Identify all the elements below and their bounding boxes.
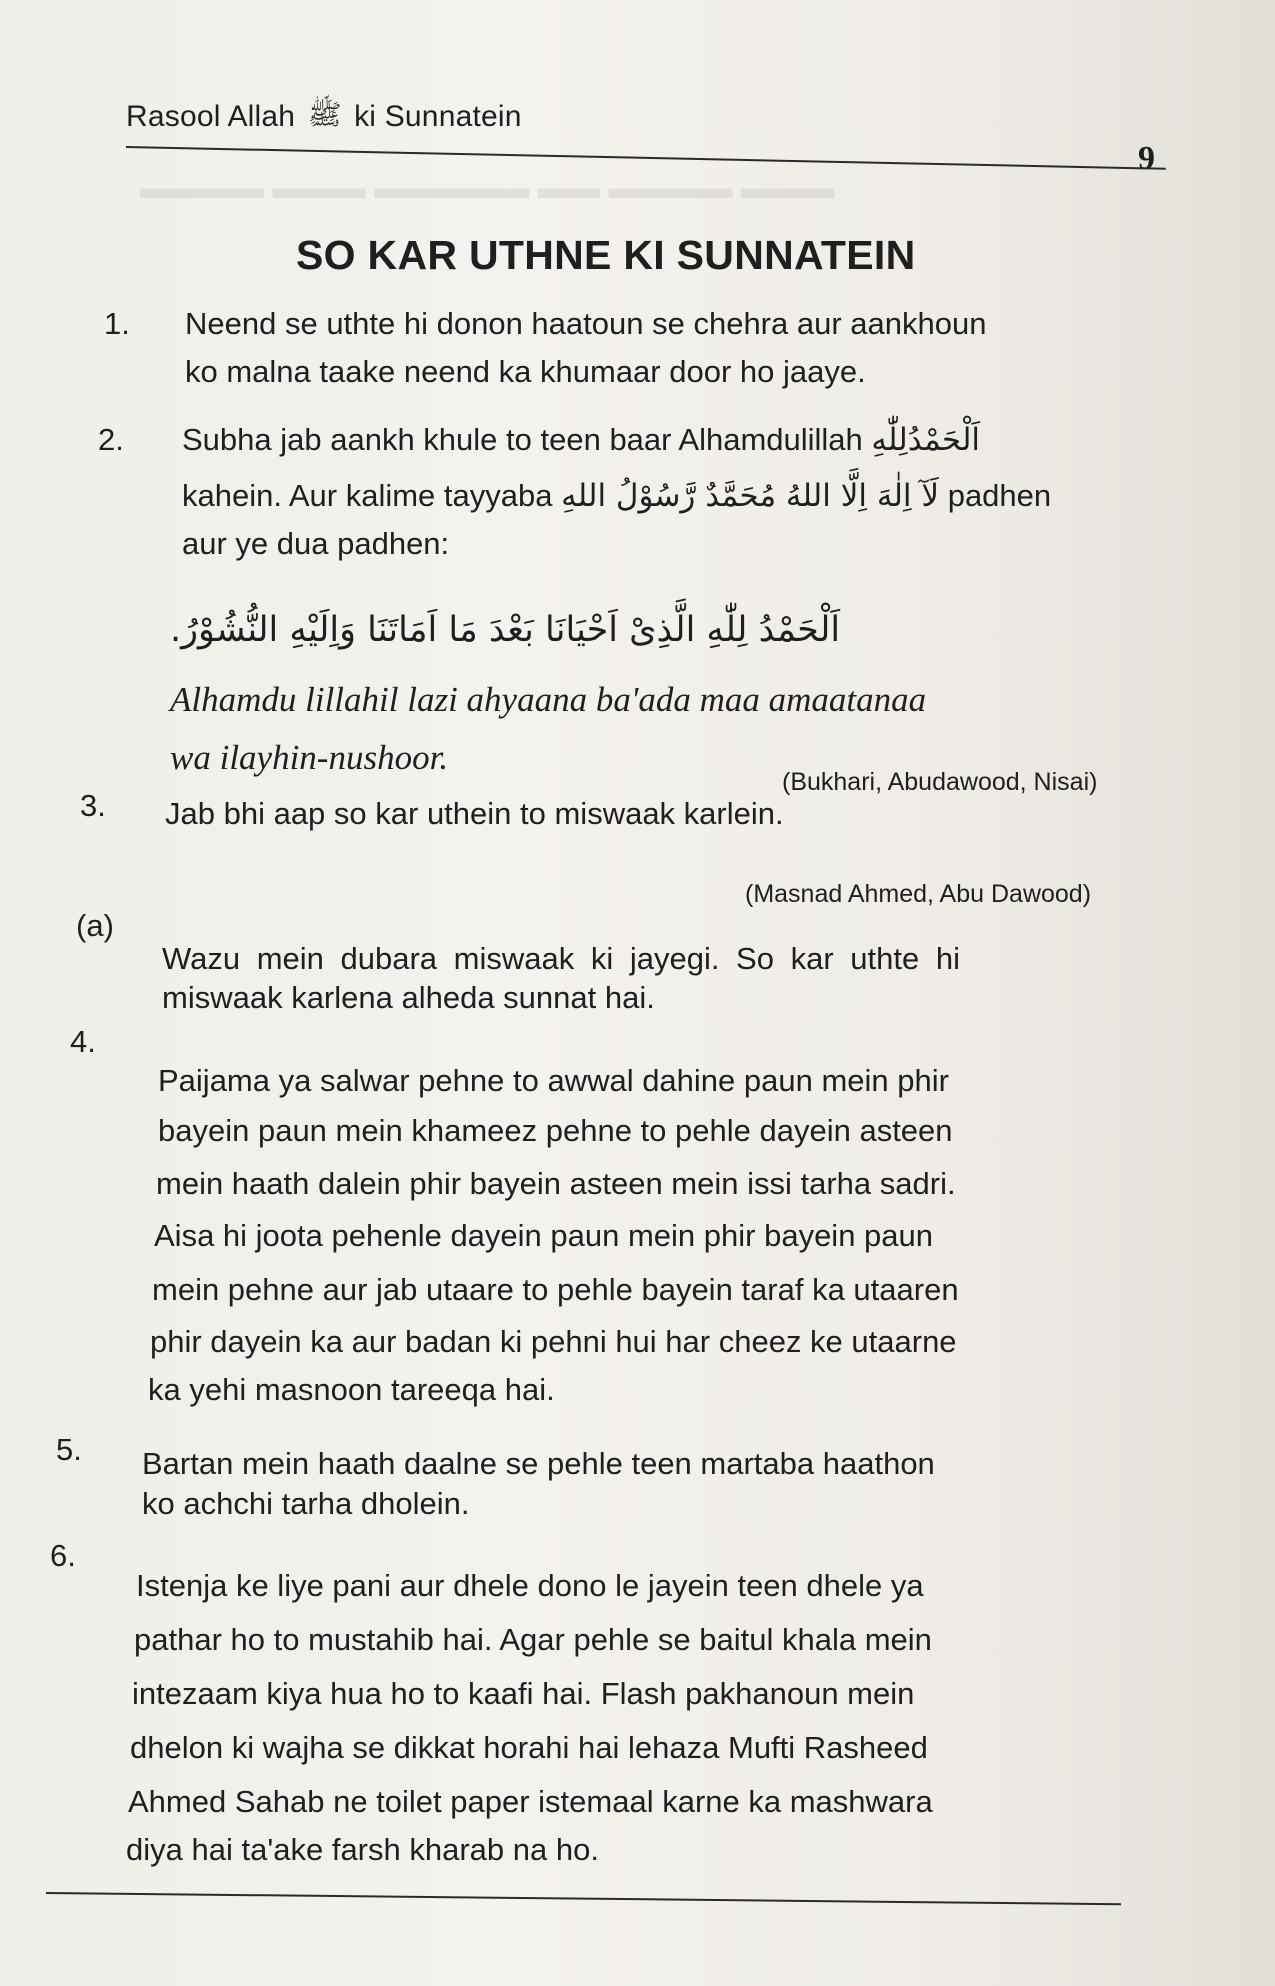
item-number-6: 6. xyxy=(50,1538,76,1573)
header-title-right: ki Sunnatein xyxy=(354,99,522,133)
item-6-line-1: Istenja ke liye pani aur dhele dono le jayein teen dhele ya xyxy=(136,1568,924,1603)
item-2-line-1-text: Subha jab aankh khule to teen baar Alhamdulillah xyxy=(182,422,863,457)
citation-masnad-ahmed: (Masnad Ahmed, Abu Dawood) xyxy=(745,880,1092,908)
transliteration-line-1: Alhamdu lillahil lazi ahyaana ba'ada maa amaatanaa xyxy=(170,680,927,719)
transliteration-line-2: wa ilayhin-nushoor. xyxy=(170,738,449,777)
item-number-3: 3. xyxy=(80,788,106,823)
item-4-line-7: ka yehi masnoon tareeqa hai. xyxy=(148,1372,555,1407)
section-title: SO KAR UTHNE KI SUNNATEIN xyxy=(296,232,916,278)
item-number-5: 5. xyxy=(56,1432,82,1467)
citation-bukhari: (Bukhari, Abudawood, Nisai) xyxy=(782,768,1098,796)
item-6-line-3: intezaam kiya hua ho to kaafi hai. Flash pakhanoun mein xyxy=(132,1676,915,1711)
item-6-line-2: pathar ho to mustahib hai. Agar pehle se baitul khala mein xyxy=(134,1622,932,1657)
item-5-line-2: ko achchi tarha dholein. xyxy=(142,1486,470,1521)
item-4-line-4: Aisa hi joota pehenle dayein paun mein phir bayein paun xyxy=(154,1218,934,1253)
kalima-tayyaba-arabic: لَآ اِلٰهَ اِلَّا اللهُ مُحَمَّدٌ رَّسُوْلُ اللهِ xyxy=(561,478,940,514)
peace-be-upon-him-seal-icon: ﷺ xyxy=(307,99,342,130)
item-4-line-3: mein haath dalein phir bayein asteen mein issi tarha sadri. xyxy=(156,1166,956,1201)
item-2-line-3: aur ye dua padhen: xyxy=(182,526,450,561)
item-4-line-2: bayein paun mein khameez pehne to pehle dayein asteen xyxy=(158,1113,953,1148)
item-5-line-1: Bartan mein haath daalne se pehle teen martaba haathon xyxy=(142,1446,935,1481)
item-a-line-1: Wazu mein dubara miswaak ki jayegi. So kar uthte hi xyxy=(162,941,960,976)
item-4-line-5: mein pehne aur jab utaare to pehle bayein taraf ka utaaren xyxy=(152,1272,959,1307)
show-through-texture: ▬▬▬ ▬▬▬▬ ▬▬ ▬▬▬▬▬ ▬▬▬ ▬▬▬▬ xyxy=(140,170,835,205)
item-a-line-2: miswaak karlena alheda sunnat hai. xyxy=(162,980,655,1015)
item-6-line-4: dhelon ki wajha se dikkat horahi hai lehaza Mufti Rasheed xyxy=(130,1730,928,1765)
item-6-line-5: Ahmed Sahab ne toilet paper istemaal karne ka mashwara xyxy=(128,1784,933,1819)
item-3-line-1: Jab bhi aap so kar uthein to miswaak karlein. xyxy=(165,796,784,831)
item-1-line-2: ko malna taake neend ka khumaar door ho jaaye. xyxy=(185,354,866,389)
item-1-line-1: Neend se uthte hi donon haatoun se chehra aur aankhoun xyxy=(185,306,987,341)
item-2-line-2-post: padhen xyxy=(947,478,1052,513)
item-2-line-2 xyxy=(182,476,1051,516)
header-title-left: Rasool Allah xyxy=(126,99,296,133)
item-2-line-1 xyxy=(182,420,980,460)
item-4-line-1: Paijama ya salwar pehne to awwal dahine paun mein phir xyxy=(158,1063,949,1098)
dua-arabic: اَلْحَمْدُ لِلّٰهِ الَّذِیْ اَحْیَانَا بَعْدَ مَا اَمَاتَنَا وَاِلَیْهِ النُّشُوْرُ. xyxy=(170,610,841,650)
running-header xyxy=(126,98,522,138)
item-number-2: 2. xyxy=(98,422,124,457)
footer-divider xyxy=(46,1892,1121,1905)
item-2-line-2-pre: kahein. Aur kalime tayyaba xyxy=(182,478,553,513)
page-number: 9 xyxy=(1138,140,1155,177)
item-number-a: (a) xyxy=(76,908,114,943)
alhamdulillah-arabic: اَلْحَمْدُلِلّٰهِ xyxy=(871,422,980,458)
item-number-1: 1. xyxy=(104,306,130,341)
item-6-line-6: diya hai ta'ake farsh kharab na ho. xyxy=(126,1832,599,1867)
item-4-line-6: phir dayein ka aur badan ki pehni hui har cheez ke utaarne xyxy=(150,1324,957,1359)
item-number-4: 4. xyxy=(70,1024,96,1059)
header-divider xyxy=(126,146,1166,170)
